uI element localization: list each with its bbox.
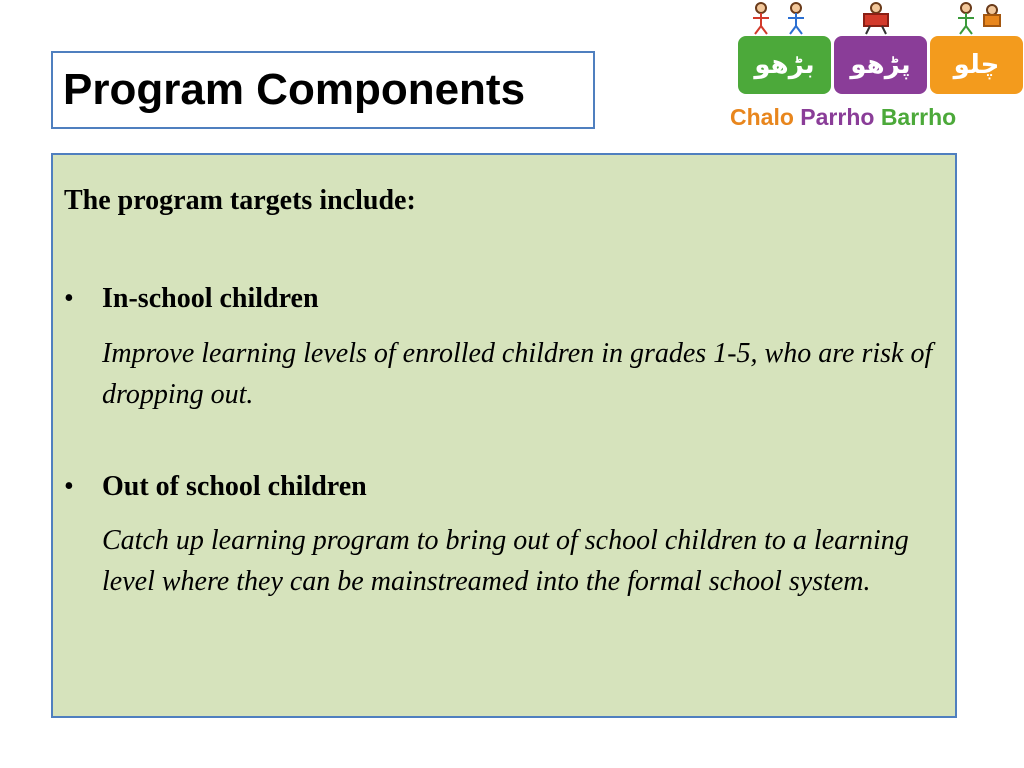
content-box [51,153,957,718]
item-description: Improve learning levels of enrolled children in grades 1-5, who are risk of dropping out. [102,338,933,410]
logo-caption-chalo: Chalo [730,104,794,130]
page-title: Program Components [63,65,526,114]
title-box [51,51,595,129]
chalo-parrho-barrho-logo [726,0,1024,136]
bullet-icon: • [64,471,74,502]
item-heading: In-school children [102,283,319,314]
logo-tiles [738,36,1023,94]
logo-tile-parrho: پڑھو [834,36,927,94]
bullet-icon: • [64,283,74,314]
intro-text: The program targets include: [64,185,416,216]
logo-caption-parrho: Parrho [800,104,875,130]
logo-caption-barrho: Barrho [880,104,957,130]
item-description: Catch up learning program to bring out of school children to a learning level where they can be mainstreamed into the formal school system. [102,525,909,597]
logo-caption [730,104,956,131]
logo-tile-barrho: بڑھو [738,36,831,94]
item-heading: Out of school children [102,471,367,502]
children-illustration-icon [726,0,1024,36]
logo-tile-chalo: چلو [930,36,1023,94]
